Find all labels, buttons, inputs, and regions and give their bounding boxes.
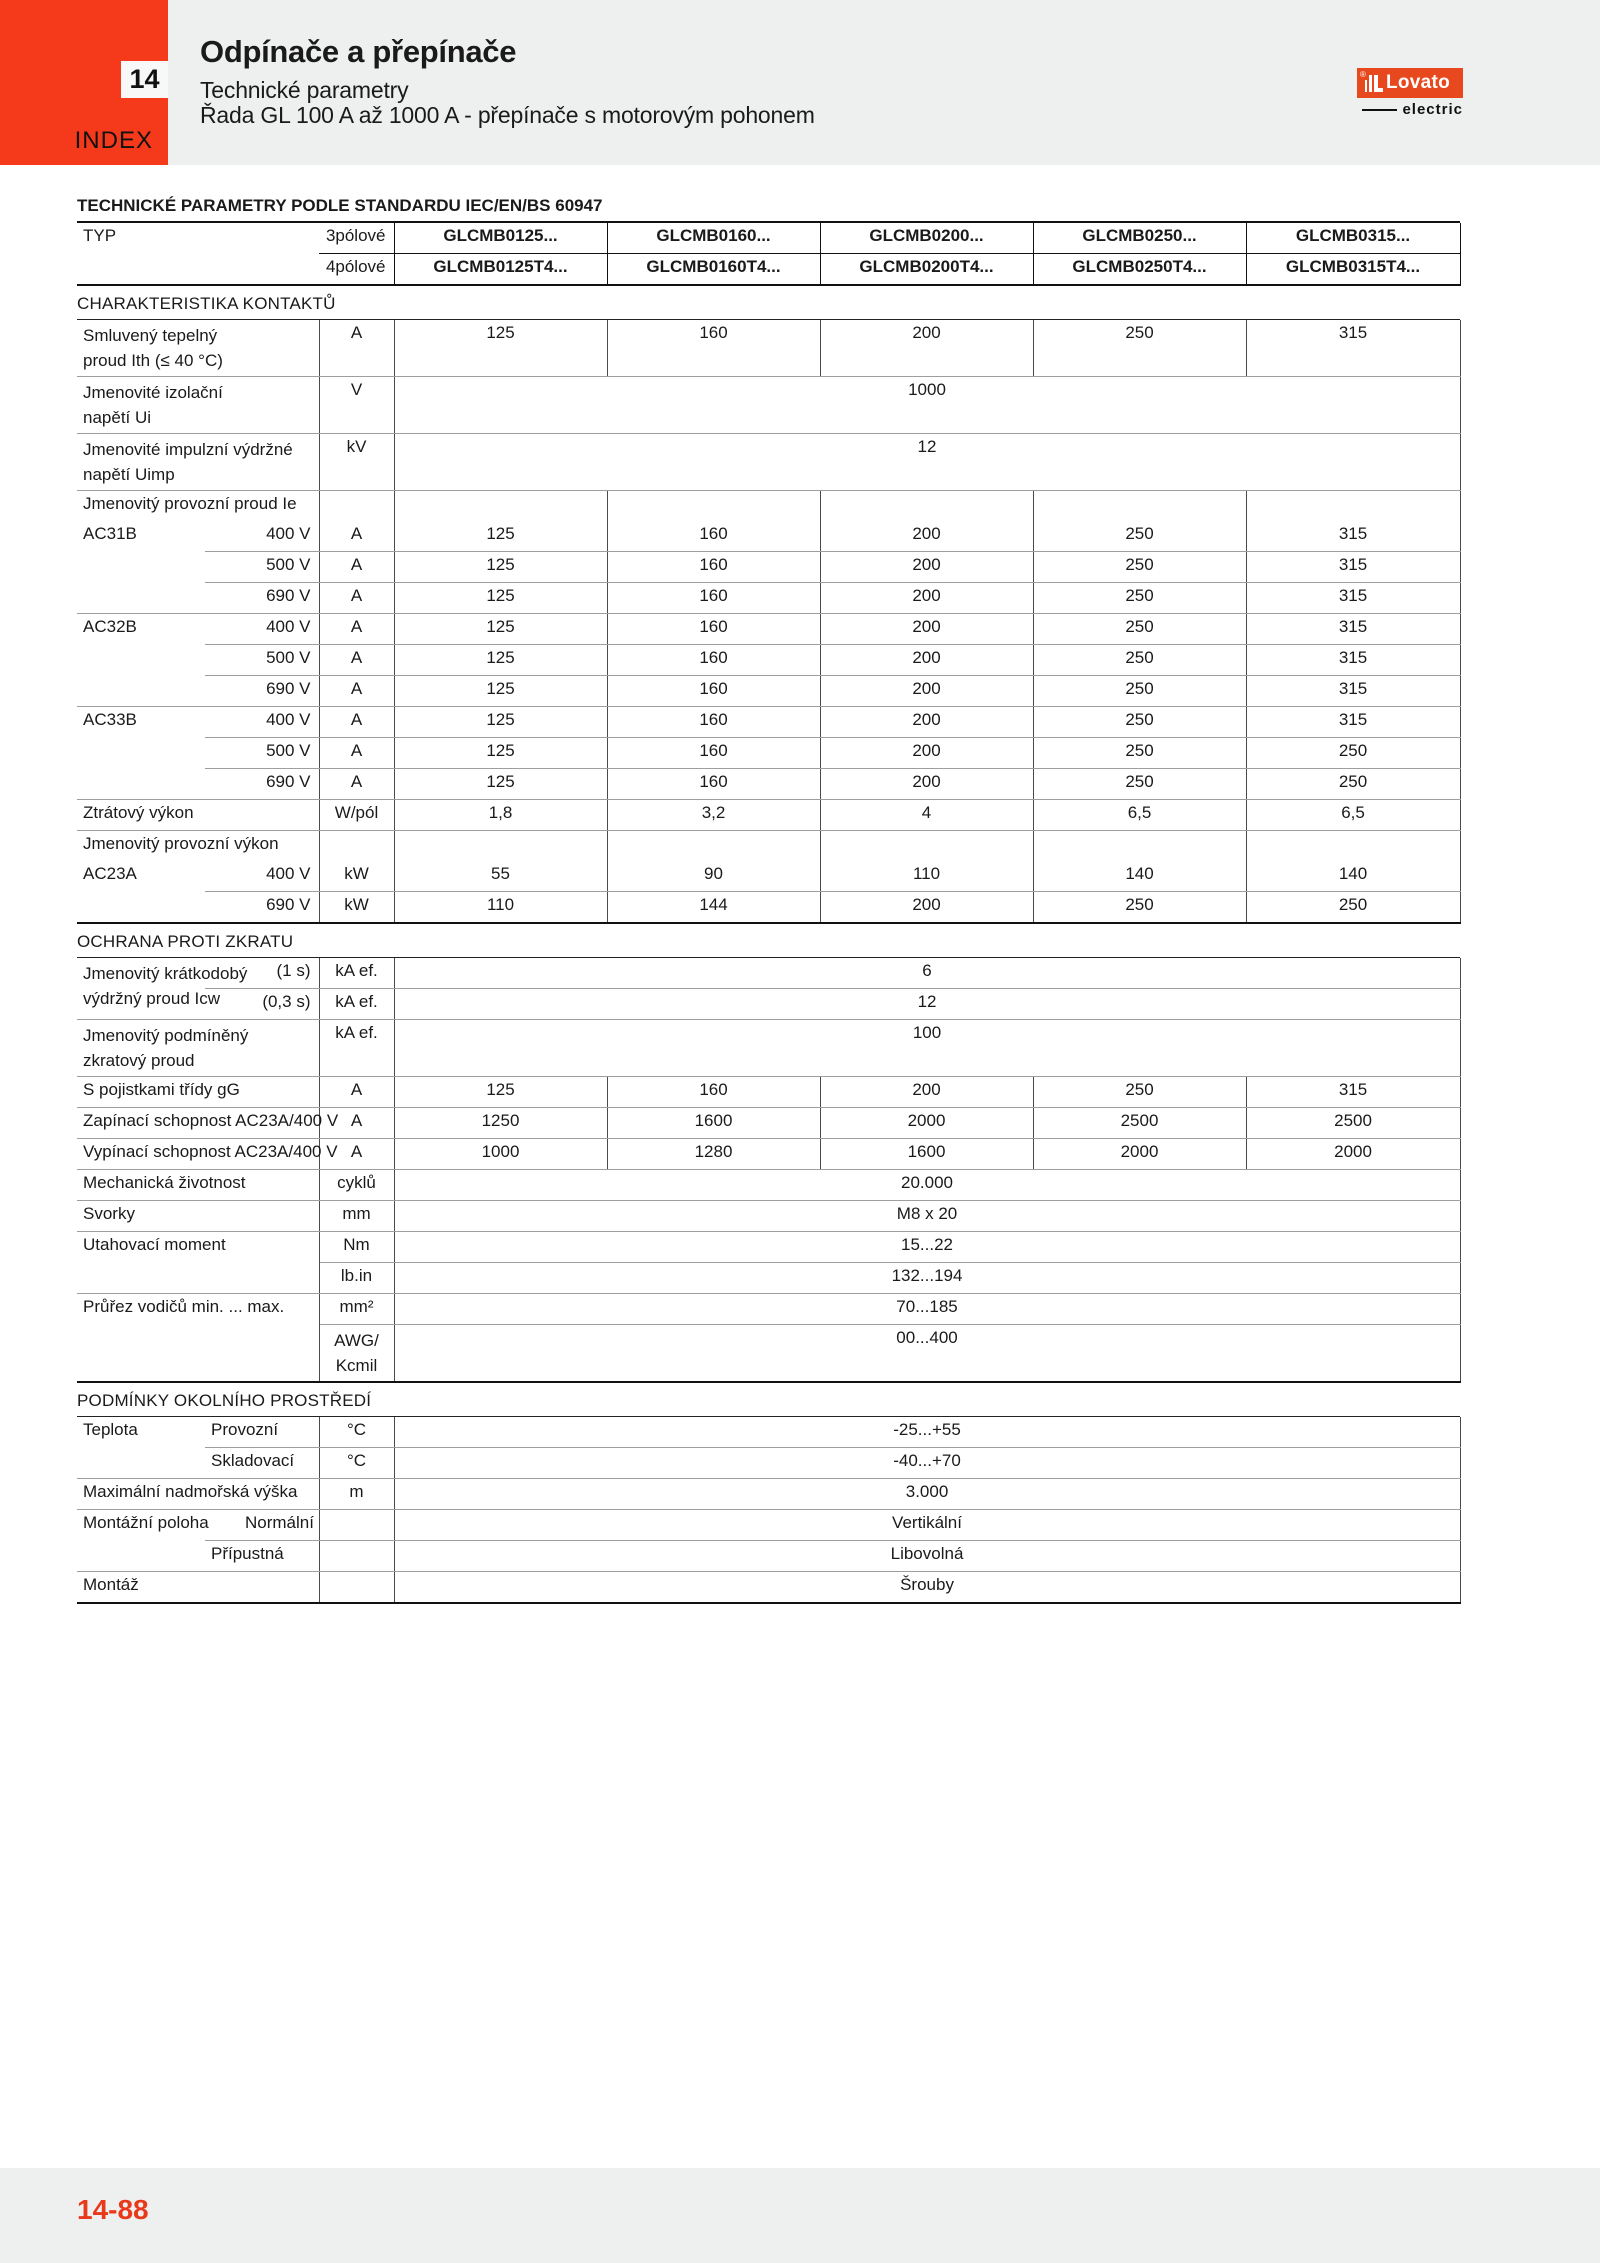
param-value: 200 (820, 583, 1033, 614)
param-unit: A (319, 769, 394, 800)
param-value: 200 (820, 707, 1033, 738)
param-value-span: 1000 (394, 377, 1460, 434)
param-value: 144 (607, 892, 820, 924)
param-value: 3,2 (607, 800, 820, 831)
param-label: Jmenovité izolační (83, 383, 223, 402)
param-group-label: AC31B (77, 521, 205, 614)
table-row (77, 1448, 1460, 1479)
table-row (77, 223, 1460, 254)
param-value-span: M8 x 20 (394, 1201, 1460, 1232)
param-sublabel: Normální (205, 1510, 319, 1541)
param-unit: A (319, 707, 394, 738)
param-value: 315 (1246, 583, 1460, 614)
environment-table (77, 1417, 1461, 1604)
param-unit: A (319, 614, 394, 645)
param-value: 200 (820, 676, 1033, 707)
table-row (77, 1108, 1460, 1139)
model-cell: GLCMB0250... (1033, 223, 1246, 254)
param-value: 125 (394, 707, 607, 738)
param-value-span: Vertikální (394, 1510, 1460, 1541)
title-block (200, 34, 815, 128)
param-unit: A (319, 320, 394, 377)
param-value (394, 831, 607, 862)
param-unit-line: AWG/ (334, 1331, 379, 1350)
param-value: 125 (394, 614, 607, 645)
param-unit: W/pól (319, 800, 394, 831)
param-value-span: 12 (394, 434, 1460, 491)
param-label-cell (77, 434, 319, 491)
table-row (77, 738, 1460, 769)
param-value: 160 (607, 1077, 820, 1108)
param-label: S pojistkami třídy gG (77, 1077, 319, 1108)
param-value (820, 491, 1033, 522)
param-value: 2500 (1246, 1108, 1460, 1139)
param-value: 160 (607, 738, 820, 769)
table-row (77, 1294, 1460, 1325)
param-group-label: AC23A (83, 864, 137, 883)
table-row (77, 1139, 1460, 1170)
param-value: 1600 (820, 1139, 1033, 1170)
table-row (77, 1510, 1460, 1541)
param-unit: kA ef. (319, 989, 394, 1020)
model-cell: GLCMB0200... (820, 223, 1033, 254)
table-row (77, 645, 1460, 676)
param-unit: mm (319, 1201, 394, 1232)
param-value-span: 70...185 (394, 1294, 1460, 1325)
param-sublabel: 400 V (205, 521, 319, 552)
param-value: 315 (1246, 320, 1460, 377)
main-content (77, 196, 1460, 1604)
param-group-header: Jmenovitý provozní proud Ie (77, 491, 319, 522)
param-value-span: 12 (394, 989, 1460, 1020)
param-group-label: AC33B (77, 707, 205, 800)
param-unit: Nm (319, 1232, 394, 1263)
param-value: 6,5 (1246, 800, 1460, 831)
table-row (77, 800, 1460, 831)
param-label: Průřez vodičů min. ... max. (77, 1294, 319, 1383)
param-value (607, 831, 820, 862)
param-value: 200 (820, 521, 1033, 552)
param-unit: A (319, 1139, 394, 1170)
param-group-label: Montážní poloha (77, 1510, 205, 1572)
param-label: proud Ith (≤ 40 °C) (83, 351, 223, 370)
param-value: 160 (607, 583, 820, 614)
table-heading: TECHNICKÉ PARAMETRY PODLE STANDARDU IEC/EN/BS 60947 (77, 196, 1460, 223)
param-label-cell (77, 377, 319, 434)
param-label: Jmenovitý krátkodobý (83, 964, 248, 983)
param-value: 4 (820, 800, 1033, 831)
param-value: 250 (1033, 645, 1246, 676)
param-unit: °C (319, 1417, 394, 1448)
param-value: 250 (1033, 769, 1246, 800)
param-sublabel: 690 V (205, 583, 319, 614)
typ-table (77, 223, 1461, 286)
param-value: 200 (820, 552, 1033, 583)
table-row (77, 1232, 1460, 1263)
param-unit: A (319, 552, 394, 583)
table-row (77, 377, 1460, 434)
param-value: 1250 (394, 1108, 607, 1139)
param-sublabel: 400 V (205, 861, 319, 892)
page-title: Odpínače a přepínače (200, 34, 517, 69)
table-row (77, 892, 1460, 924)
param-value: 160 (607, 707, 820, 738)
param-unit: A (319, 521, 394, 552)
section-title: OCHRANA PROTI ZKRATU (77, 924, 1460, 958)
param-value: 200 (820, 892, 1033, 924)
table-row (77, 1077, 1460, 1108)
logo-l-bars-icon (1365, 75, 1383, 92)
param-sublabel: (0,3 s) (205, 989, 319, 1020)
param-sublabel: 400 V (205, 707, 319, 738)
param-label: Zapínací schopnost AC23A/400 V (77, 1108, 319, 1139)
model-cell: GLCMB0125... (394, 223, 607, 254)
table-row (77, 831, 1460, 862)
param-unit: V (319, 377, 394, 434)
table-row (77, 614, 1460, 645)
model-cell: GLCMB0315T4... (1246, 254, 1460, 286)
param-value: 315 (1246, 521, 1460, 552)
param-group-header: Jmenovitý provozní výkon (77, 831, 319, 862)
param-value: 250 (1033, 892, 1246, 924)
param-group-label: AC32B (77, 614, 205, 707)
param-unit: cyklů (319, 1170, 394, 1201)
param-value (1033, 491, 1246, 522)
param-unit (319, 1572, 394, 1604)
param-value: 1600 (607, 1108, 820, 1139)
param-value: 315 (1246, 552, 1460, 583)
param-value-span: Šrouby (394, 1572, 1460, 1604)
short-circuit-table (77, 958, 1461, 1383)
registered-mark-icon: ® (1360, 70, 1366, 79)
param-label: Ztrátový výkon (77, 800, 319, 831)
param-value-span: 20.000 (394, 1170, 1460, 1201)
param-value: 250 (1246, 769, 1460, 800)
model-cell: GLCMB0125T4... (394, 254, 607, 286)
param-value: 160 (607, 769, 820, 800)
table-row (77, 707, 1460, 738)
param-unit (319, 1541, 394, 1572)
param-label: Mechanická životnost (77, 1170, 319, 1201)
param-unit: kW (319, 892, 394, 924)
param-value: 140 (1033, 861, 1246, 892)
param-unit: A (319, 583, 394, 614)
param-value-span: 6 (394, 958, 1460, 989)
param-value (1033, 831, 1246, 862)
param-value: 160 (607, 614, 820, 645)
logo-box (1357, 68, 1463, 98)
param-label: Smluvený tepelný (83, 326, 218, 345)
param-value-span: 15...22 (394, 1232, 1460, 1263)
param-value: 2500 (1033, 1108, 1246, 1139)
param-unit (319, 491, 394, 522)
param-value: 250 (1033, 676, 1246, 707)
param-value: 250 (1246, 738, 1460, 769)
param-value: 160 (607, 676, 820, 707)
index-label: INDEX (74, 127, 153, 154)
page-number: 14-88 (77, 2194, 149, 2225)
param-value-span: -25...+55 (394, 1417, 1460, 1448)
param-value: 6,5 (1033, 800, 1246, 831)
param-value: 315 (1246, 645, 1460, 676)
param-sublabel: 690 V (205, 892, 319, 924)
param-value: 1,8 (394, 800, 607, 831)
param-label: Montáž (77, 1572, 319, 1604)
table-row (77, 1170, 1460, 1201)
param-label: Jmenovitý podmíněný (83, 1026, 249, 1045)
param-sublabel: 690 V (205, 676, 319, 707)
param-value: 250 (1033, 552, 1246, 583)
param-sublabel: 500 V (205, 738, 319, 769)
section-title: PODMÍNKY OKOLNÍHO PROSTŘEDÍ (77, 1383, 1460, 1417)
param-label: Jmenovité impulzní výdržné (83, 440, 293, 459)
param-value: 2000 (1033, 1139, 1246, 1170)
param-value-span: 132...194 (394, 1263, 1460, 1294)
param-value-span: -40...+70 (394, 1448, 1460, 1479)
param-value: 125 (394, 521, 607, 552)
table-row (77, 320, 1460, 377)
param-sublabel: Přípustná (205, 1541, 319, 1572)
param-value-span: 100 (394, 1020, 1460, 1077)
param-value: 1000 (394, 1139, 607, 1170)
logo-electric-text: electric (1402, 101, 1463, 118)
pole-cell: 4pólové (319, 254, 394, 286)
param-unit: A (319, 1077, 394, 1108)
param-value: 315 (1246, 614, 1460, 645)
table-row (77, 1479, 1460, 1510)
typ-label-cell: TYP (83, 226, 117, 245)
param-value: 250 (1033, 738, 1246, 769)
param-unit: A (319, 738, 394, 769)
contacts-table (77, 320, 1461, 924)
table-row (77, 1020, 1460, 1077)
chapter-red-block (0, 0, 168, 165)
param-unit: A (319, 676, 394, 707)
param-value (1246, 831, 1460, 862)
param-value: 2000 (820, 1108, 1033, 1139)
param-value: 250 (1246, 892, 1460, 924)
param-unit: mm² (319, 1294, 394, 1325)
param-value: 125 (394, 769, 607, 800)
param-unit: A (319, 645, 394, 676)
model-cell: GLCMB0250T4... (1033, 254, 1246, 286)
param-label: Utahovací moment (77, 1232, 319, 1294)
param-value: 315 (1246, 676, 1460, 707)
param-value (1246, 491, 1460, 522)
param-label: Svorky (77, 1201, 319, 1232)
param-value: 160 (607, 645, 820, 676)
param-value (820, 831, 1033, 862)
param-value: 200 (820, 645, 1033, 676)
param-value: 250 (1033, 320, 1246, 377)
param-label: výdržný proud Icw (83, 989, 220, 1008)
param-value: 125 (394, 645, 607, 676)
param-value: 200 (820, 769, 1033, 800)
param-unit (319, 831, 394, 862)
param-value: 125 (394, 1077, 607, 1108)
param-value: 125 (394, 738, 607, 769)
table-row (77, 1572, 1460, 1604)
param-value: 160 (607, 320, 820, 377)
param-value: 250 (1033, 1077, 1246, 1108)
logo-electric-row (1357, 101, 1463, 118)
param-value: 160 (607, 552, 820, 583)
param-value: 125 (394, 552, 607, 583)
param-value: 250 (1033, 614, 1246, 645)
param-sublabel: Skladovací (205, 1448, 319, 1479)
pole-cell: 3pólové (319, 223, 394, 254)
param-label: zkratový proud (83, 1051, 195, 1070)
model-cell: GLCMB0160... (607, 223, 820, 254)
param-sublabel: 500 V (205, 645, 319, 676)
param-label: Vypínací schopnost AC23A/400 V (77, 1139, 319, 1170)
table-row (77, 958, 1460, 989)
param-unit: lb.in (319, 1263, 394, 1294)
param-unit (319, 1325, 394, 1383)
model-cell: GLCMB0160T4... (607, 254, 820, 286)
subtitle-1: Technické parametry (200, 77, 409, 103)
table-row (77, 583, 1460, 614)
table-row (77, 1541, 1460, 1572)
param-value: 250 (1033, 521, 1246, 552)
param-value-span: Libovolná (394, 1541, 1460, 1572)
subtitle-2: Řada GL 100 A až 1000 A - přepínače s motorovým pohonem (200, 102, 815, 128)
param-value: 125 (394, 320, 607, 377)
logo-brand-text: Lovato (1386, 72, 1451, 93)
model-cell: GLCMB0200T4... (820, 254, 1033, 286)
param-value: 110 (820, 861, 1033, 892)
section-title: CHARAKTERISTIKA KONTAKTŮ (77, 286, 1460, 320)
param-value-span: 3.000 (394, 1479, 1460, 1510)
chapter-number-box (121, 61, 168, 98)
param-value: 200 (820, 614, 1033, 645)
param-sublabel: (1 s) (205, 958, 319, 989)
param-value: 140 (1246, 861, 1460, 892)
param-unit: kW (319, 861, 394, 892)
param-value: 200 (820, 738, 1033, 769)
table-row (77, 1417, 1460, 1448)
param-value (607, 491, 820, 522)
param-unit-line: Kcmil (335, 1356, 378, 1375)
param-sublabel: 690 V (205, 769, 319, 800)
param-unit: kV (319, 434, 394, 491)
param-label: Maximální nadmořská výška (77, 1479, 319, 1510)
param-label-cell (77, 958, 248, 1020)
param-value: 55 (394, 861, 607, 892)
param-sublabel: Provozní (205, 1417, 319, 1448)
model-cell: GLCMB0315... (1246, 223, 1460, 254)
param-label: napětí Ui (83, 408, 152, 427)
header-band (0, 0, 1600, 165)
param-unit (319, 1510, 394, 1541)
param-value: 250 (1033, 707, 1246, 738)
param-value: 2000 (1246, 1139, 1460, 1170)
logo-underline (1362, 109, 1397, 111)
footer-band (0, 2168, 1600, 2263)
param-value (394, 491, 607, 522)
chapter-number: 14 (129, 64, 160, 94)
param-value: 125 (394, 583, 607, 614)
param-value: 160 (607, 521, 820, 552)
param-unit: A (319, 1108, 394, 1139)
param-label-cell (77, 320, 319, 377)
table-row (77, 434, 1460, 491)
param-value-span: 00...400 (394, 1325, 1460, 1383)
param-unit: m (319, 1479, 394, 1510)
param-value: 1280 (607, 1139, 820, 1170)
param-value: 315 (1246, 707, 1460, 738)
table-row (77, 676, 1460, 707)
table-row (77, 989, 1460, 1020)
param-unit: kA ef. (319, 1020, 394, 1077)
param-value: 200 (820, 1077, 1033, 1108)
table-row (77, 1201, 1460, 1232)
param-value: 250 (1033, 583, 1246, 614)
lovato-logo (1357, 68, 1463, 118)
param-unit: °C (319, 1448, 394, 1479)
param-value: 90 (607, 861, 820, 892)
table-row (77, 769, 1460, 800)
table-row (77, 491, 1460, 522)
param-value: 110 (394, 892, 607, 924)
param-unit: kA ef. (319, 958, 394, 989)
param-label-cell (77, 1020, 319, 1077)
param-group-label: Teplota (77, 1417, 205, 1479)
table-row (77, 521, 1460, 552)
param-sublabel: 400 V (205, 614, 319, 645)
param-label: napětí Uimp (83, 465, 175, 484)
table-row (77, 552, 1460, 583)
table-row (77, 861, 1460, 892)
param-value: 315 (1246, 1077, 1460, 1108)
param-sublabel: 500 V (205, 552, 319, 583)
param-value: 125 (394, 676, 607, 707)
param-value: 200 (820, 320, 1033, 377)
